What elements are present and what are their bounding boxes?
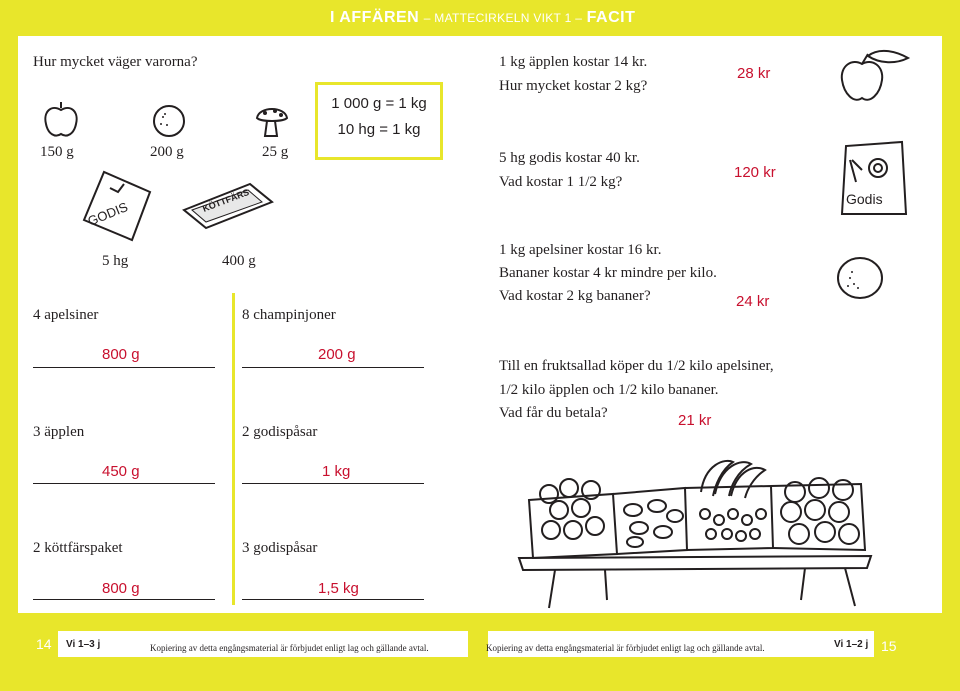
item-label-champinjoner: 8 champinjoner bbox=[242, 307, 336, 323]
answer-line bbox=[33, 367, 215, 368]
page-number-left: 14 bbox=[36, 636, 52, 652]
q3-line-3: Vad kostar 2 kg bananer? bbox=[499, 288, 651, 304]
q3-line-2: Bananer kostar 4 kr mindre per kilo. bbox=[499, 265, 717, 281]
q4-line-1: Till en fruktsallad köper du 1/2 kilo apelsiner, bbox=[499, 358, 774, 374]
mushroom-icon bbox=[255, 104, 289, 140]
candy-bag-label: GODIS bbox=[85, 199, 130, 229]
q3-line-1: 1 kg apelsiner kostar 16 kr. bbox=[499, 242, 662, 258]
answer-apelsiner: 800 g bbox=[102, 346, 140, 363]
header-title: I AFFÄREN bbox=[330, 9, 420, 26]
orange-icon bbox=[836, 256, 884, 300]
weight-orange: 200 g bbox=[150, 144, 184, 160]
fruit-stand-illustration bbox=[515, 450, 875, 610]
conversion-box bbox=[315, 82, 443, 160]
weight-candy: 5 hg bbox=[102, 253, 129, 269]
weight-apple: 150 g bbox=[40, 144, 74, 160]
copyright-left: Kopiering av detta engångsmaterial är förbjudet enligt lag och gällande avtal. bbox=[150, 643, 429, 653]
candy-bag-icon bbox=[838, 140, 910, 218]
q2-line-2: Vad kostar 1 1/2 kg? bbox=[499, 174, 623, 190]
right-frame bbox=[942, 0, 960, 691]
weight-mushroom: 25 g bbox=[262, 144, 289, 160]
q4-line-3: Vad får du betala? bbox=[499, 405, 608, 421]
page-header bbox=[330, 9, 635, 27]
item-label-applen: 3 äpplen bbox=[33, 424, 85, 440]
answer-champinjoner: 200 g bbox=[318, 346, 356, 363]
page-number-right: 15 bbox=[881, 638, 897, 654]
candy-bag-icon bbox=[82, 170, 152, 242]
answer-kottfarspaket: 800 g bbox=[102, 580, 140, 597]
answer-godispasar-3: 1,5 kg bbox=[318, 580, 359, 597]
weight-mince: 400 g bbox=[222, 253, 256, 269]
answer-line bbox=[242, 599, 424, 600]
item-label-godispasar-3: 3 godispåsar bbox=[242, 540, 318, 556]
answer-line bbox=[242, 483, 424, 484]
mince-package-label: KÖTTFÄRS bbox=[201, 186, 251, 214]
question-title: Hur mycket väger varorna? bbox=[33, 54, 198, 70]
column-divider bbox=[232, 293, 235, 605]
header-subtitle: – MATTECIRKELN VIKT 1 – bbox=[423, 11, 583, 25]
q4-answer: 21 kr bbox=[678, 412, 712, 429]
left-frame bbox=[0, 0, 18, 691]
conversion-line-2: 10 hg = 1 kg bbox=[337, 121, 421, 138]
item-label-apelsiner: 4 apelsiner bbox=[33, 307, 99, 323]
orange-icon bbox=[152, 104, 186, 138]
footer-tag-right: Vi 1–2 j bbox=[834, 639, 869, 650]
candy-bag-label: Godis bbox=[846, 191, 883, 207]
q2-line-1: 5 hg godis kostar 40 kr. bbox=[499, 150, 640, 166]
q2-answer: 120 kr bbox=[734, 164, 776, 181]
answer-line bbox=[33, 483, 215, 484]
answer-line bbox=[242, 367, 424, 368]
q4-line-2: 1/2 kilo äpplen och 1/2 kilo bananer. bbox=[499, 382, 719, 398]
q1-line-1: 1 kg äpplen kostar 14 kr. bbox=[499, 54, 648, 70]
q1-answer: 28 kr bbox=[737, 65, 771, 82]
apple-icon bbox=[838, 50, 910, 106]
item-label-kottfarspaket: 2 köttfärspaket bbox=[33, 540, 123, 556]
copyright-right: Kopiering av detta engångsmaterial är förbjudet enligt lag och gällande avtal. bbox=[486, 643, 765, 653]
item-label-godispasar-2: 2 godispåsar bbox=[242, 424, 318, 440]
answer-line bbox=[33, 599, 215, 600]
header-facit: FACIT bbox=[586, 9, 636, 26]
answer-applen: 450 g bbox=[102, 463, 140, 480]
conversion-line-1: 1 000 g = 1 kg bbox=[331, 95, 427, 112]
q1-line-2: Hur mycket kostar 2 kg? bbox=[499, 78, 648, 94]
footer-tag-left: Vi 1–3 j bbox=[66, 639, 101, 650]
mince-package-icon bbox=[180, 180, 275, 232]
answer-godispasar-2: 1 kg bbox=[322, 463, 351, 480]
q3-answer: 24 kr bbox=[736, 293, 770, 310]
apple-icon bbox=[43, 100, 79, 140]
